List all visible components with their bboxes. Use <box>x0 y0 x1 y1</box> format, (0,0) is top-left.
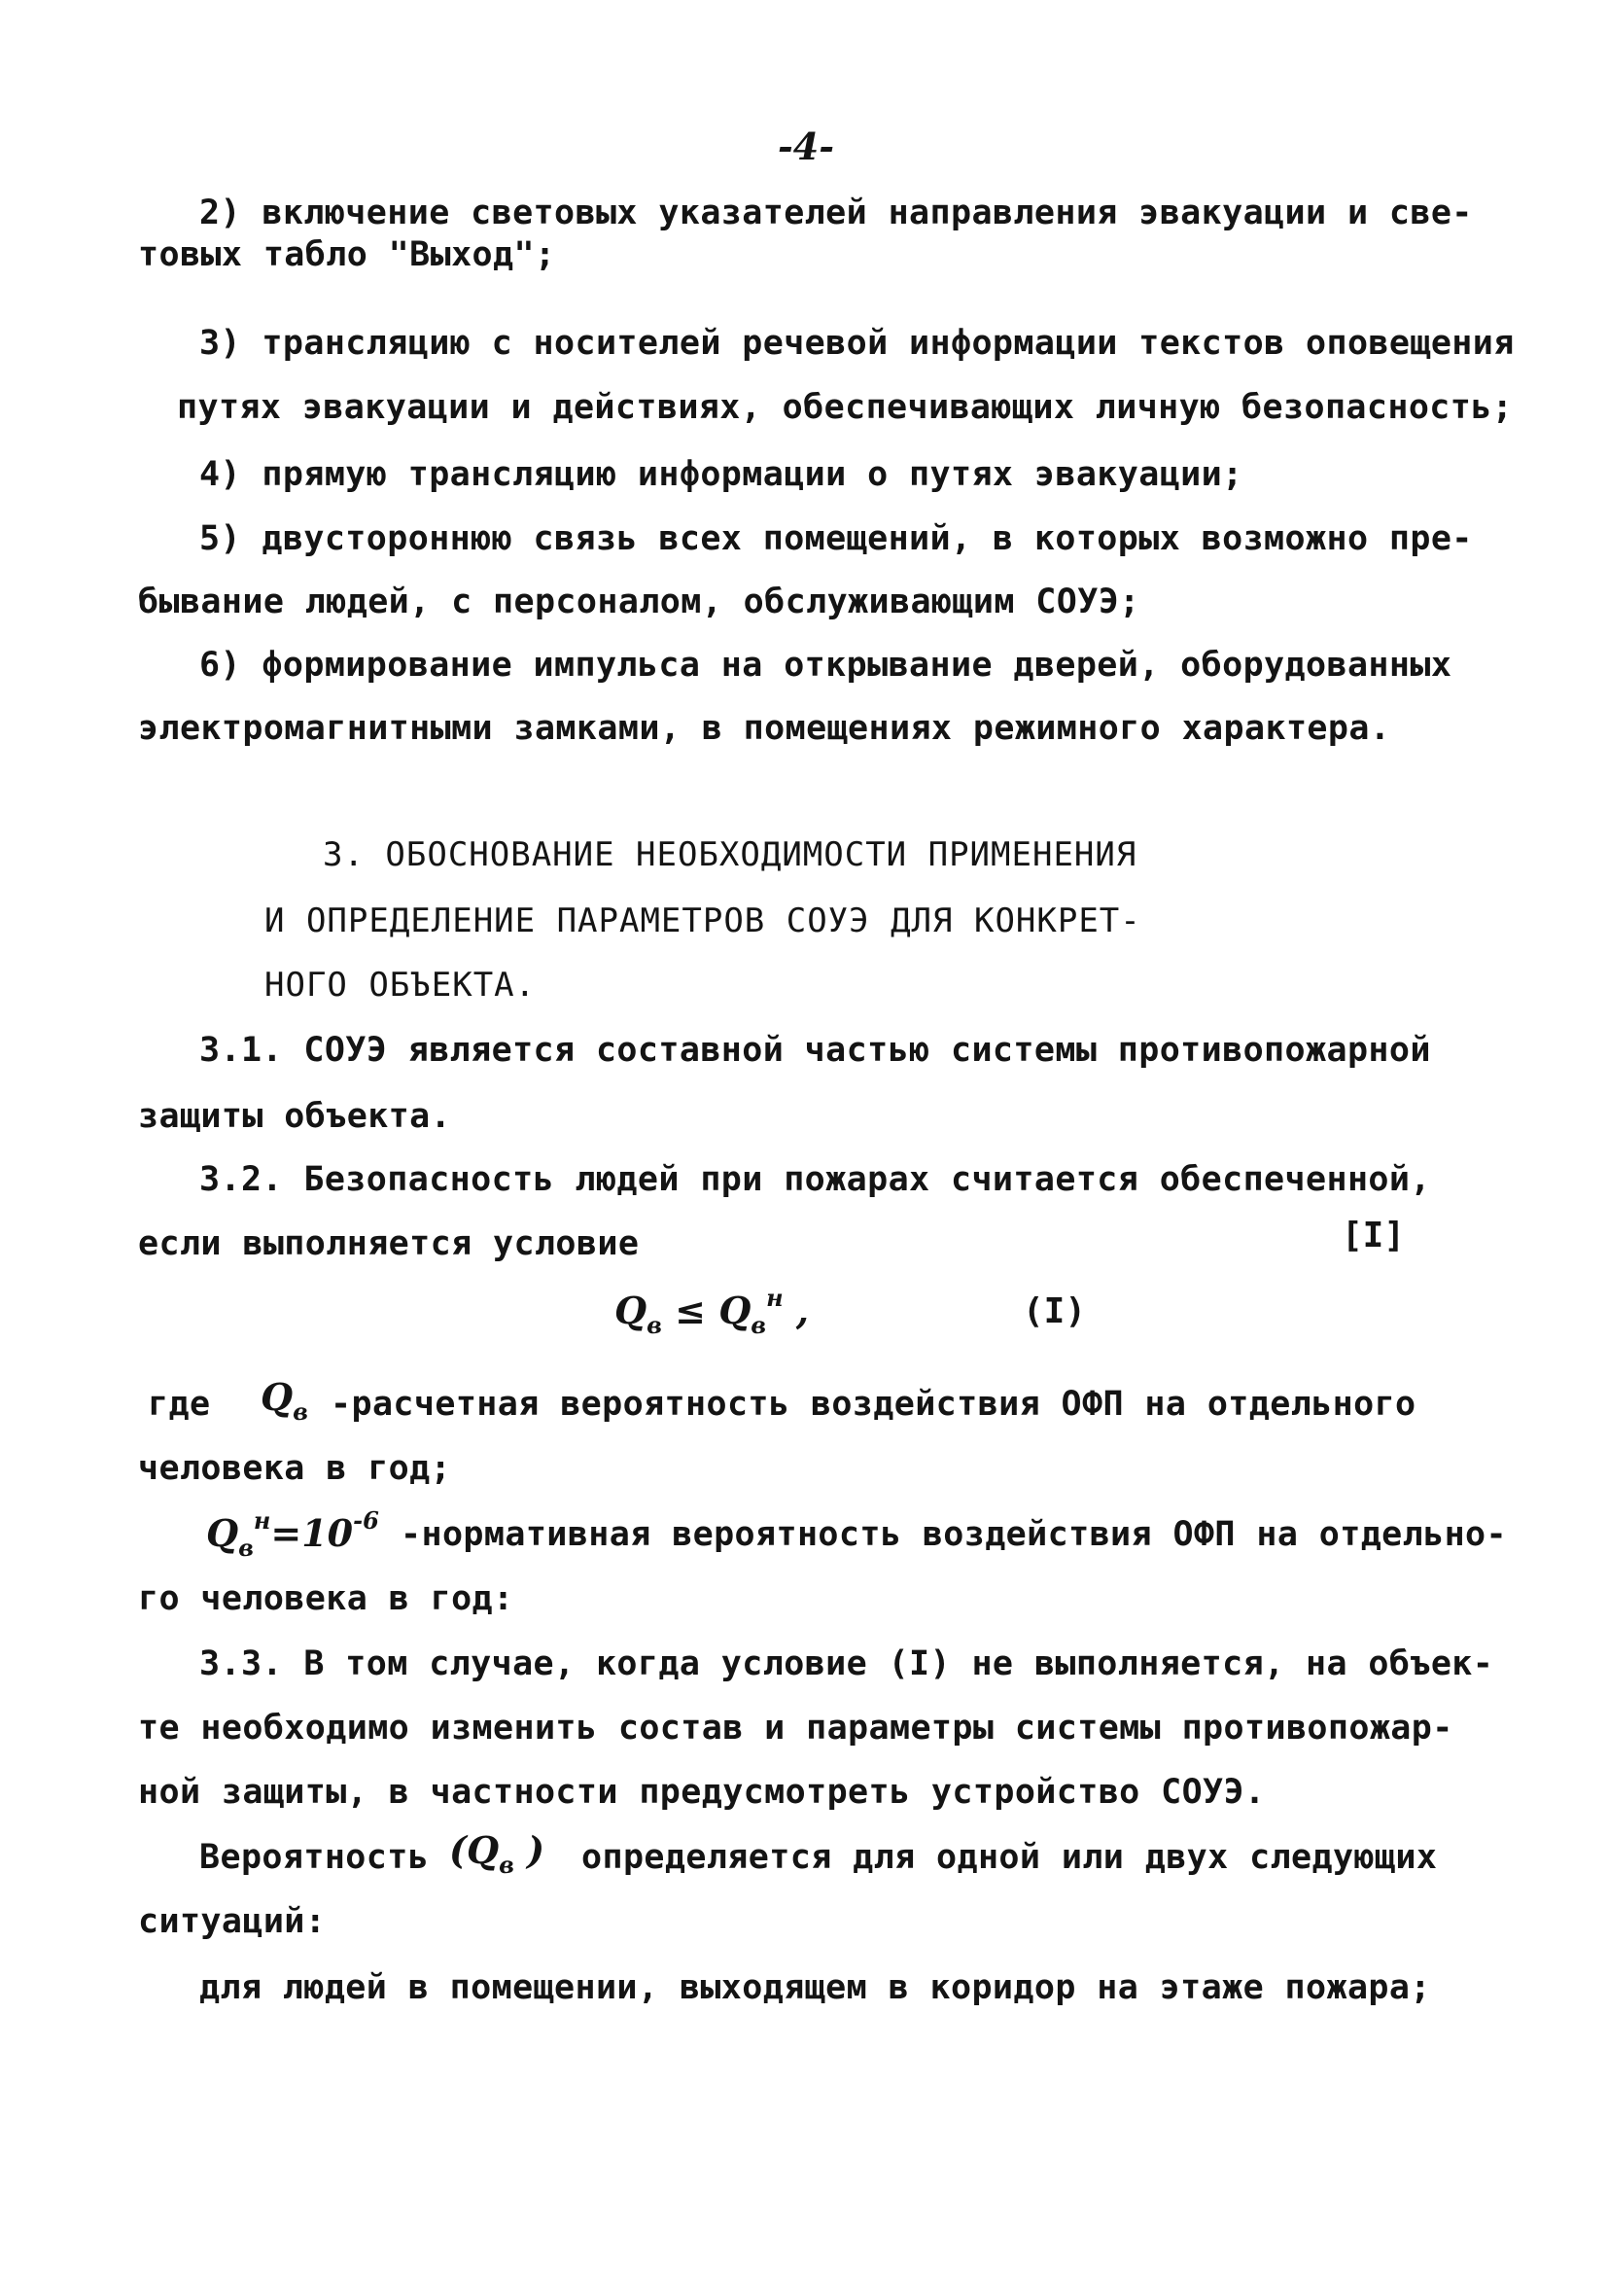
para-3-2-line-1: 3.2. Безопасность людей при пожарах считается обеспеченной, <box>199 1160 1431 1199</box>
formula-lhs-sub: в <box>647 1311 662 1339</box>
list-item-5-line-2: бывание людей, с персоналом, обслуживающим СОУЭ; <box>138 583 1140 621</box>
reference-marker: [I] <box>1342 1216 1406 1255</box>
probability-line-1-rest: определяется для одной или двух следующих <box>581 1838 1438 1877</box>
formula-number: (I) <box>1023 1291 1087 1331</box>
list-item-6-line-1: 6) формирование импульса на открывание дверей, оборудованных <box>199 646 1452 685</box>
normative-q-letter: Q <box>206 1511 239 1555</box>
para-3-1-line-2: защиты объекта. <box>138 1097 452 1136</box>
formula-rhs: Q <box>718 1289 752 1332</box>
normative-q-exponent: -6 <box>353 1506 379 1535</box>
definition-2-line-2: го человека в год: <box>138 1579 514 1618</box>
formula-comma: , <box>795 1289 810 1332</box>
formula-operator: ≤ <box>675 1289 706 1332</box>
probability-q-sub: в <box>499 1851 514 1879</box>
normative-q-symbol <box>206 1506 379 1562</box>
para-3-3-line-1: 3.3. В том случае, когда условие (I) не выполняется, на объек- <box>199 1644 1494 1683</box>
section-heading-line-3: НОГО ОБЪЕКТА. <box>264 966 537 1005</box>
q-sub: в <box>293 1397 308 1426</box>
section-heading-line-1: 3. ОБОСНОВАНИЕ НЕОБХОДИМОСТИ ПРИМЕНЕНИЯ <box>323 835 1137 874</box>
list-item-2-line-2: товых табло "Выход"; <box>138 235 556 274</box>
q-letter: Q <box>261 1375 294 1419</box>
probability-close-paren: ) <box>527 1828 545 1872</box>
formula-rhs-sup: н <box>766 1284 784 1312</box>
definition-1-line-1: -расчетная вероятность воздействия ОФП на отдельного <box>331 1385 1416 1424</box>
probability-symbol <box>449 1828 544 1879</box>
situation-line-1: для людей в помещении, выходящем в коридор на этаже пожара; <box>199 1968 1431 2007</box>
list-item-3-line-2: путях эвакуации и действиях, обеспечивающих личную безопасность; <box>177 388 1514 427</box>
probability-word: Вероятность <box>199 1838 430 1877</box>
list-item-6-line-2: электромагнитными замками, в помещениях режимного характера. <box>138 709 1391 748</box>
para-3-1-line-1: 3.1. СОУЭ является составной частью системы противопожарной <box>199 1031 1431 1070</box>
q-symbol <box>261 1375 308 1426</box>
probability-q: (Q <box>449 1828 500 1872</box>
definition-2-line-1: -нормативная вероятность воздействия ОФП на отдельно- <box>401 1515 1508 1554</box>
normative-q-sup: н <box>253 1506 271 1535</box>
formula-lhs: Q <box>614 1289 647 1332</box>
list-item-2-line-1: 2) включение световых указателей направления эвакуации и све- <box>199 194 1473 232</box>
section-heading-line-2: И ОПРЕДЕЛЕНИЕ ПАРАМЕТРОВ СОУЭ ДЛЯ КОНКРЕТ- <box>264 901 1141 940</box>
normative-q-value: =10 <box>270 1511 354 1555</box>
formula-rhs-sub: в <box>751 1311 767 1339</box>
list-item-3-line-1: 3) трансляцию с носителей речевой информации текстов оповещения <box>199 324 1515 363</box>
where-word: где <box>148 1385 211 1424</box>
list-item-5-line-1: 5) двустороннюю связь всех помещений, в которых возможно пре- <box>199 519 1473 558</box>
page-number: -4- <box>778 124 834 168</box>
para-3-3-line-2: те необходимо изменить состав и параметры системы противопожар- <box>138 1709 1453 1748</box>
para-3-2-line-2: если выполняется условие <box>138 1224 640 1263</box>
list-item-4: 4) прямую трансляцию информации о путях эвакуации; <box>199 455 1243 494</box>
probability-line-2: ситуаций: <box>138 1902 327 1941</box>
normative-q-sub: в <box>238 1534 254 1562</box>
para-3-3-line-3: ной защиты, в частности предусмотреть устройство СОУЭ. <box>138 1773 1266 1812</box>
formula-condition <box>614 1284 809 1339</box>
definition-1-line-2: человека в год; <box>138 1449 452 1488</box>
